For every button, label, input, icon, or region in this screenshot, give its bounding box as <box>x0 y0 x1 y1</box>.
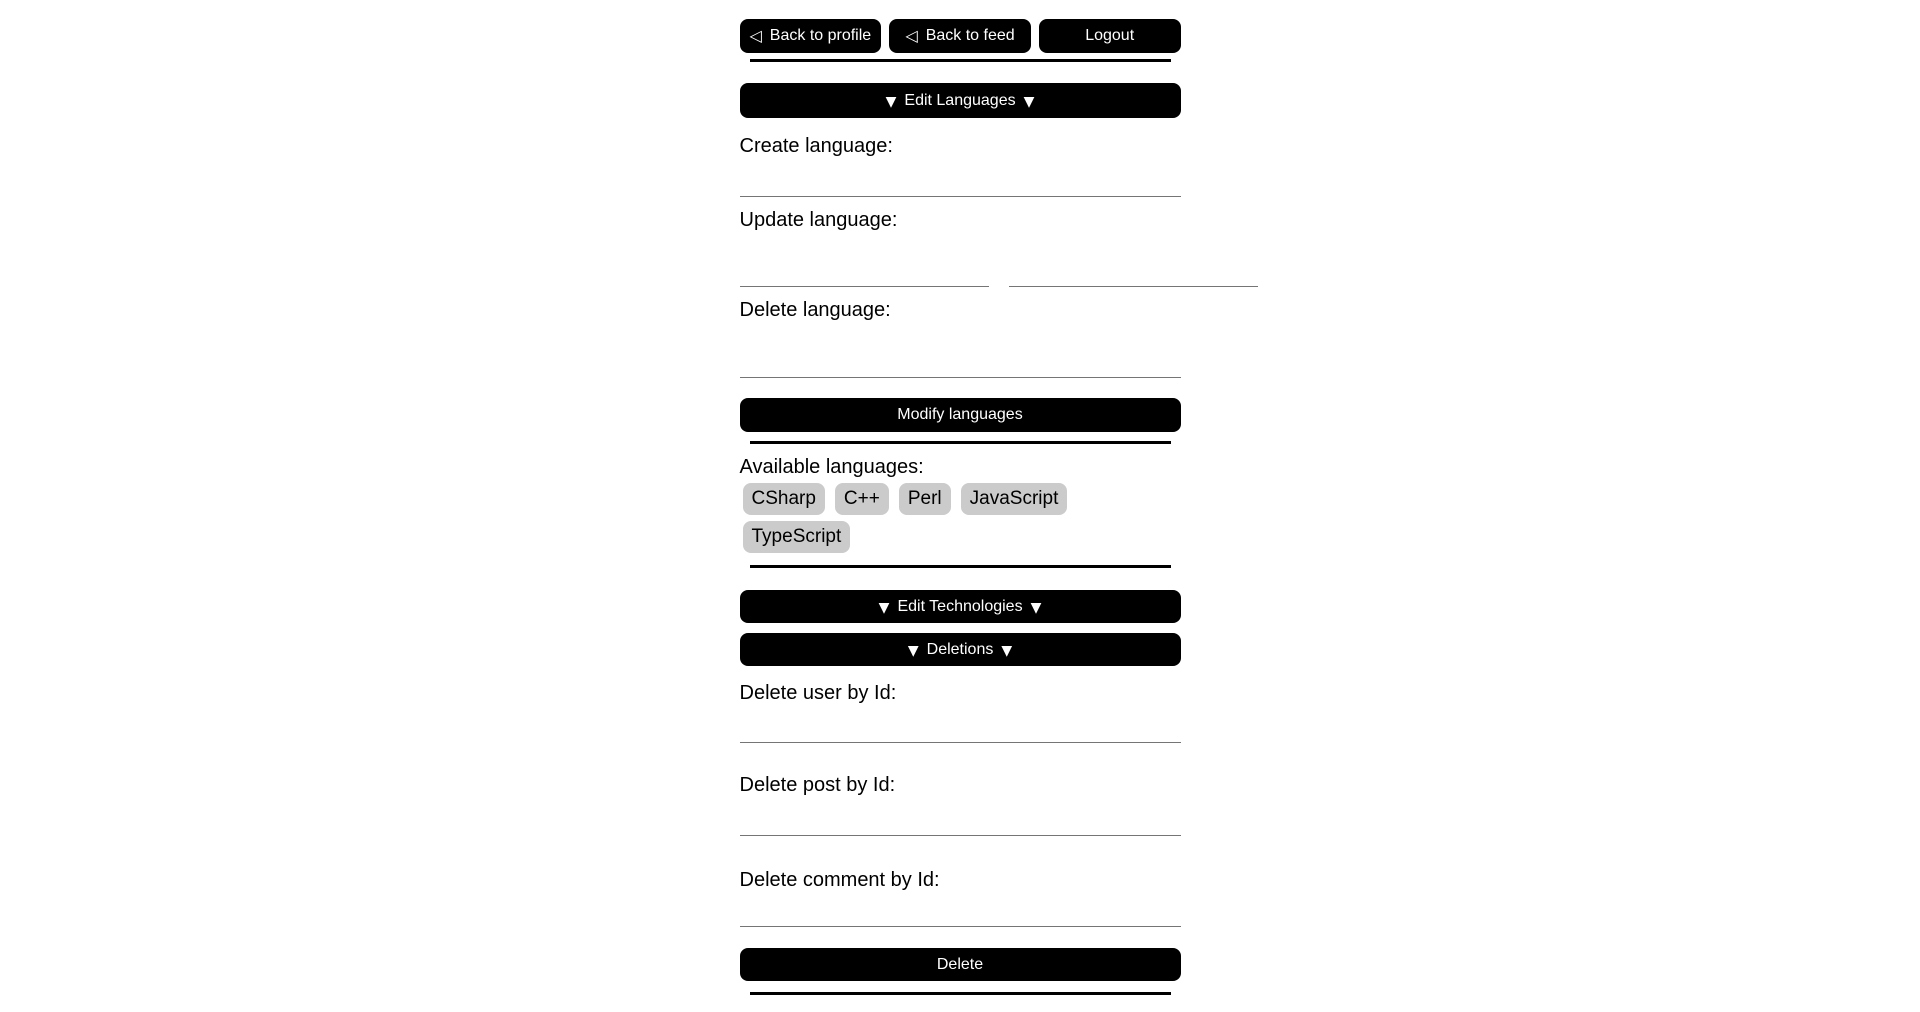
divider <box>750 59 1171 62</box>
chevron-down-icon: ▼ <box>1023 93 1035 110</box>
delete-comment-label: Delete comment by Id: <box>739 869 940 891</box>
back-to-feed-label: Back to feed <box>925 27 1015 44</box>
available-languages-list <box>740 483 1181 553</box>
edit-languages-title: Edit Languages <box>904 91 1016 109</box>
update-language-label: Update language: <box>739 209 898 231</box>
language-tag[interactable]: JavaScript <box>961 483 1068 515</box>
edit-technologies-title: Edit Technologies <box>897 597 1023 615</box>
language-tag[interactable]: C++ <box>835 483 889 515</box>
update-language-fields <box>740 232 1181 287</box>
back-to-profile-label: Back to profile <box>769 27 872 44</box>
modify-languages-button[interactable] <box>740 398 1181 432</box>
chevron-down-icon: ▼ <box>878 599 890 616</box>
delete-user-input[interactable] <box>740 705 1181 743</box>
back-arrow-icon: ◁ <box>905 26 918 45</box>
delete-post-label: Delete post by Id: <box>739 774 896 796</box>
chevron-down-icon: ▼ <box>907 642 919 659</box>
delete-button[interactable] <box>740 948 1181 981</box>
delete-language-label: Delete language: <box>739 299 891 321</box>
logout-label: Logout <box>1085 27 1135 44</box>
edit-languages-toggle[interactable] <box>740 83 1181 118</box>
divider <box>750 565 1171 568</box>
chevron-down-icon: ▼ <box>1001 642 1013 659</box>
create-language-input[interactable] <box>740 158 1181 197</box>
delete-post-input[interactable] <box>740 797 1181 836</box>
language-tag[interactable]: TypeScript <box>743 521 851 553</box>
back-to-feed-button[interactable] <box>889 19 1031 53</box>
divider <box>750 441 1171 444</box>
logout-button[interactable] <box>1039 19 1181 53</box>
delete-comment-input[interactable] <box>740 892 1181 927</box>
deletions-toggle[interactable] <box>740 633 1181 666</box>
update-language-new-input[interactable] <box>1009 232 1258 287</box>
admin-panel <box>740 0 1181 995</box>
top-navigation <box>740 19 1181 53</box>
delete-language-input[interactable] <box>740 322 1181 378</box>
update-language-old-input[interactable] <box>740 232 989 287</box>
divider <box>750 992 1171 995</box>
language-tag[interactable]: CSharp <box>743 483 825 515</box>
deletions-title: Deletions <box>926 640 994 658</box>
create-language-label: Create language: <box>739 135 893 157</box>
delete-user-label: Delete user by Id: <box>739 682 897 704</box>
chevron-down-icon: ▼ <box>1030 599 1042 616</box>
chevron-down-icon: ▼ <box>885 93 897 110</box>
language-tag[interactable]: Perl <box>899 483 951 515</box>
modify-languages-label: Modify languages <box>897 406 1023 423</box>
back-to-profile-button[interactable] <box>740 19 882 53</box>
edit-technologies-toggle[interactable] <box>740 590 1181 623</box>
back-arrow-icon: ◁ <box>749 26 762 45</box>
available-languages-label: Available languages: <box>739 456 924 478</box>
delete-button-label: Delete <box>936 955 984 973</box>
